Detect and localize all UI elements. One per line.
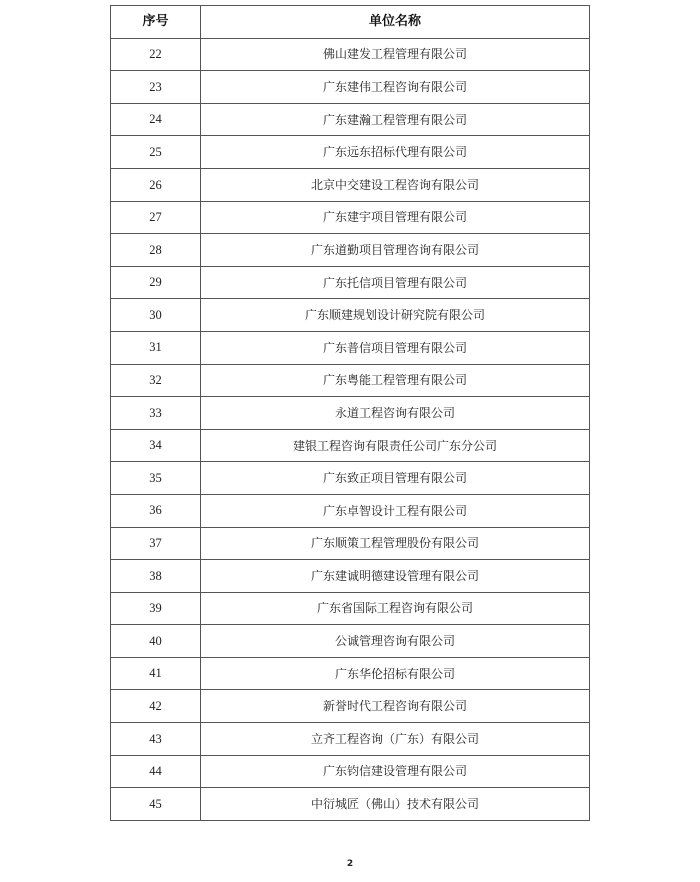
serial-number-cell: 36 bbox=[111, 494, 201, 527]
table-body bbox=[111, 38, 590, 820]
company-name-cell: 广东省国际工程咨询有限公司 bbox=[201, 592, 590, 625]
serial-number-cell: 33 bbox=[111, 397, 201, 430]
table-row bbox=[111, 136, 590, 169]
company-name-cell: 广东普信项目管理有限公司 bbox=[201, 331, 590, 364]
table-row bbox=[111, 38, 590, 71]
column-header-company-name: 单位名称 bbox=[201, 6, 590, 39]
company-name-cell: 永道工程咨询有限公司 bbox=[201, 397, 590, 430]
company-name-cell: 广东建瀚工程管理有限公司 bbox=[201, 103, 590, 136]
serial-number-cell: 45 bbox=[111, 788, 201, 821]
table-row bbox=[111, 103, 590, 136]
table-row bbox=[111, 266, 590, 299]
company-name-cell: 广东钧信建设管理有限公司 bbox=[201, 755, 590, 788]
table-row bbox=[111, 201, 590, 234]
serial-number-cell: 42 bbox=[111, 690, 201, 723]
serial-number-cell: 37 bbox=[111, 527, 201, 560]
table-header-row bbox=[111, 6, 590, 39]
serial-number-cell: 29 bbox=[111, 266, 201, 299]
table-row bbox=[111, 690, 590, 723]
column-header-serial-number: 序号 bbox=[111, 6, 201, 39]
serial-number-cell: 24 bbox=[111, 103, 201, 136]
company-name-cell: 佛山建发工程管理有限公司 bbox=[201, 38, 590, 71]
serial-number-cell: 44 bbox=[111, 755, 201, 788]
company-list-table bbox=[110, 5, 590, 821]
serial-number-cell: 28 bbox=[111, 234, 201, 267]
serial-number-cell: 25 bbox=[111, 136, 201, 169]
company-name-cell: 广东建伟工程咨询有限公司 bbox=[201, 71, 590, 104]
serial-number-cell: 39 bbox=[111, 592, 201, 625]
serial-number-cell: 35 bbox=[111, 462, 201, 495]
table-row bbox=[111, 494, 590, 527]
table-row bbox=[111, 560, 590, 593]
table-row bbox=[111, 168, 590, 201]
page-number: 2 bbox=[346, 859, 354, 869]
company-name-cell: 广东致正项目管理有限公司 bbox=[201, 462, 590, 495]
table-row bbox=[111, 234, 590, 267]
serial-number-cell: 40 bbox=[111, 625, 201, 658]
table-row bbox=[111, 331, 590, 364]
table-row bbox=[111, 788, 590, 821]
serial-number-cell: 32 bbox=[111, 364, 201, 397]
table-row bbox=[111, 397, 590, 430]
table-row bbox=[111, 625, 590, 658]
company-name-cell: 广东建诚明德建设管理有限公司 bbox=[201, 560, 590, 593]
company-name-cell: 广东粤能工程管理有限公司 bbox=[201, 364, 590, 397]
serial-number-cell: 43 bbox=[111, 723, 201, 756]
company-name-cell: 公诚管理咨询有限公司 bbox=[201, 625, 590, 658]
table-row bbox=[111, 657, 590, 690]
company-name-cell: 广东顺策工程管理股份有限公司 bbox=[201, 527, 590, 560]
company-name-cell: 广东道勤项目管理咨询有限公司 bbox=[201, 234, 590, 267]
company-name-cell: 建银工程咨询有限责任公司广东分公司 bbox=[201, 429, 590, 462]
serial-number-cell: 22 bbox=[111, 38, 201, 71]
company-name-cell: 广东托信项目管理有限公司 bbox=[201, 266, 590, 299]
company-name-cell: 广东建宇项目管理有限公司 bbox=[201, 201, 590, 234]
serial-number-cell: 23 bbox=[111, 71, 201, 104]
serial-number-cell: 41 bbox=[111, 657, 201, 690]
table-row bbox=[111, 429, 590, 462]
company-name-cell: 立齐工程咨询（广东）有限公司 bbox=[201, 723, 590, 756]
table-row bbox=[111, 755, 590, 788]
serial-number-cell: 30 bbox=[111, 299, 201, 332]
table-row bbox=[111, 462, 590, 495]
serial-number-cell: 34 bbox=[111, 429, 201, 462]
serial-number-cell: 38 bbox=[111, 560, 201, 593]
company-name-cell: 北京中交建设工程咨询有限公司 bbox=[201, 168, 590, 201]
company-name-cell: 广东华伦招标有限公司 bbox=[201, 657, 590, 690]
table-row bbox=[111, 71, 590, 104]
serial-number-cell: 31 bbox=[111, 331, 201, 364]
table-row bbox=[111, 299, 590, 332]
company-name-cell: 广东远东招标代理有限公司 bbox=[201, 136, 590, 169]
table-row bbox=[111, 527, 590, 560]
serial-number-cell: 27 bbox=[111, 201, 201, 234]
table-header bbox=[111, 6, 590, 39]
company-name-cell: 广东卓智设计工程有限公司 bbox=[201, 494, 590, 527]
company-name-cell: 广东顺建规划设计研究院有限公司 bbox=[201, 299, 590, 332]
table-row bbox=[111, 592, 590, 625]
company-name-cell: 新誉时代工程咨询有限公司 bbox=[201, 690, 590, 723]
table-row bbox=[111, 364, 590, 397]
table-row bbox=[111, 723, 590, 756]
serial-number-cell: 26 bbox=[111, 168, 201, 201]
company-name-cell: 中衍城匠（佛山）技术有限公司 bbox=[201, 788, 590, 821]
